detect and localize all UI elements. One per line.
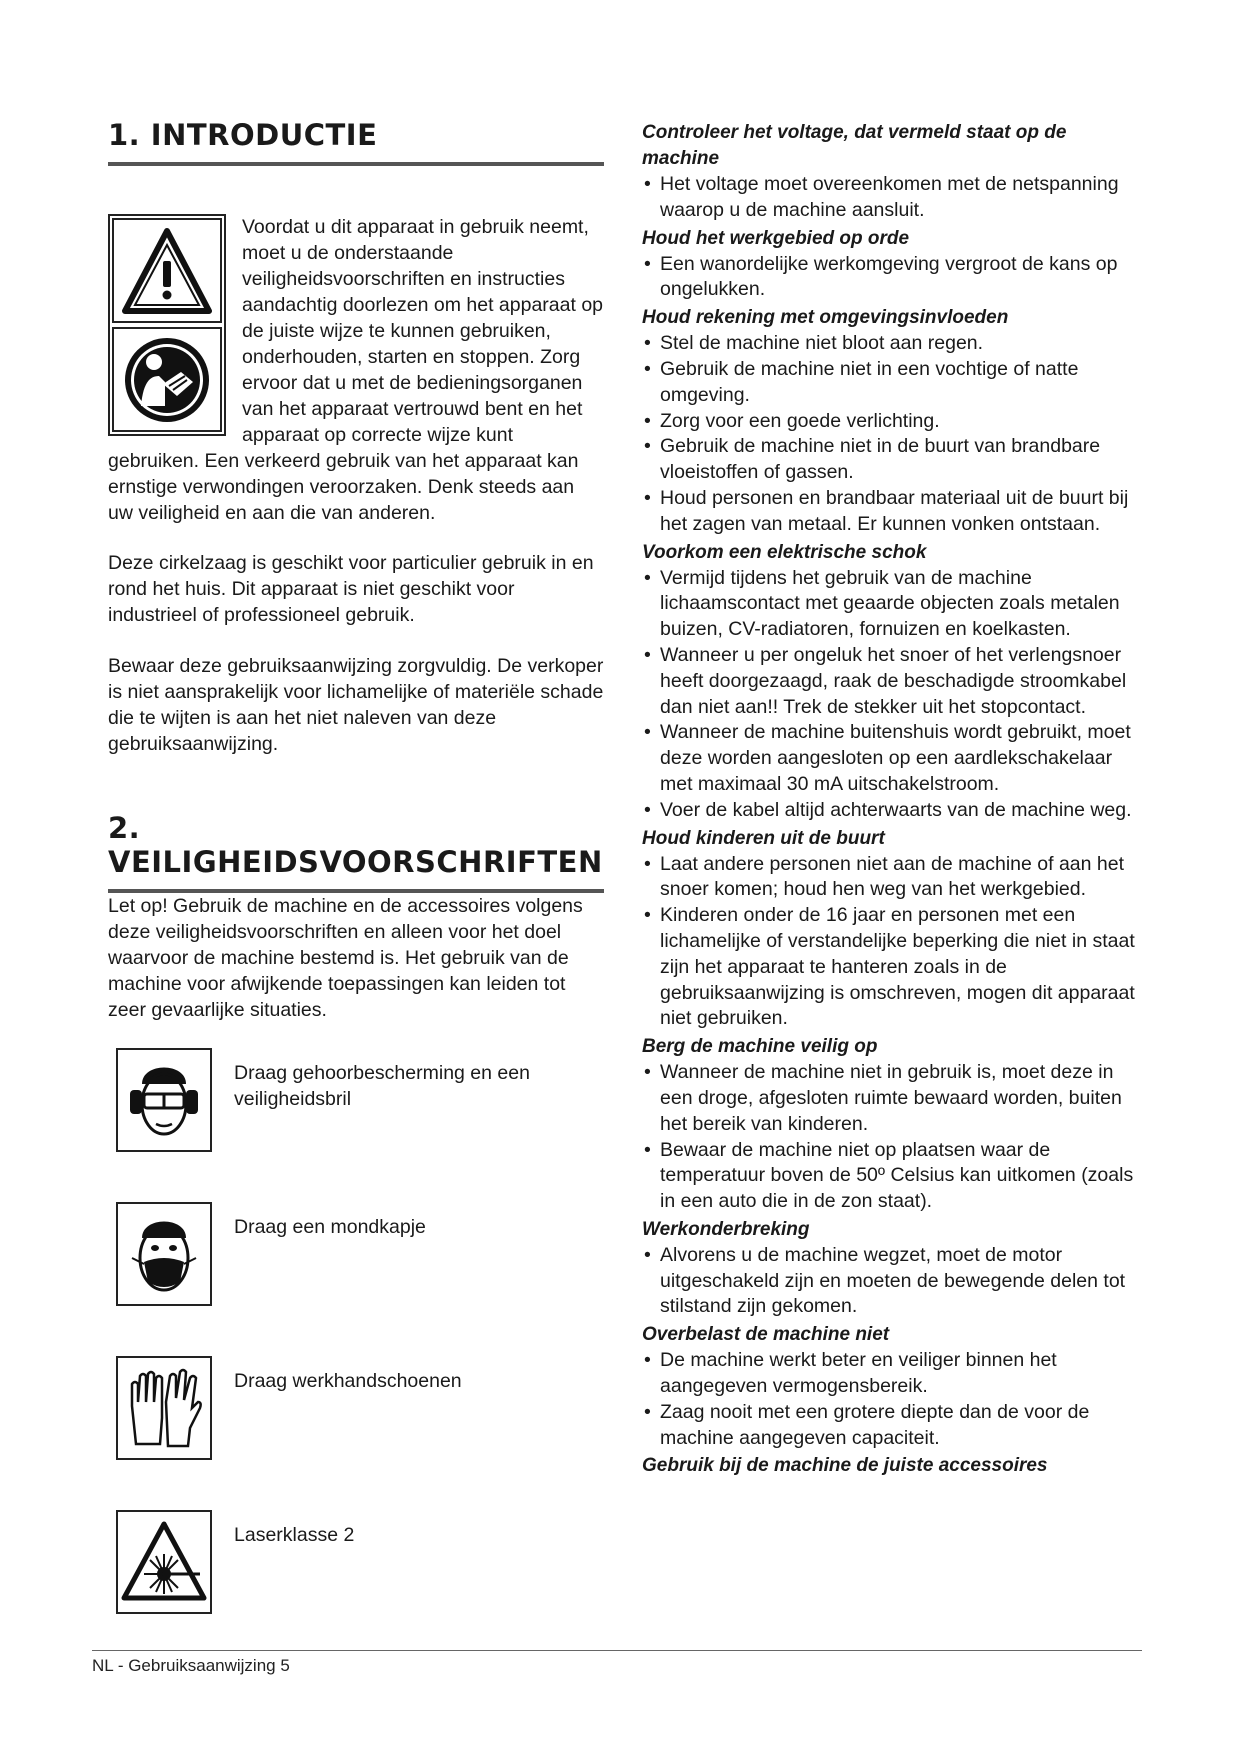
subheading: Overbelast de machine niet bbox=[642, 1324, 890, 1346]
right-column bbox=[642, 120, 1142, 1479]
list-item: • Gebruik de machine niet in een vochtige of natte omgeving. bbox=[642, 357, 1142, 409]
left-column bbox=[108, 118, 604, 1622]
bullet-list bbox=[642, 1243, 1142, 1320]
ear-and-eye-protection-icon bbox=[116, 1048, 212, 1152]
subheading: Houd kinderen uit de buurt bbox=[642, 827, 885, 849]
list-item: • Een wanordelijke werkomgeving vergroot de kans op ongelukken. bbox=[642, 252, 1142, 304]
section-storage bbox=[642, 1034, 1142, 1215]
pictogram-row bbox=[108, 1202, 604, 1314]
section-work-interruption bbox=[642, 1217, 1142, 1320]
warning-triangle-icon bbox=[112, 218, 222, 323]
list-item: • Zaag nooit met een grotere diepte dan de voor de machine aangegeven capaciteit. bbox=[642, 1400, 1142, 1452]
section-electric-shock bbox=[642, 540, 1142, 824]
dust-mask-icon bbox=[116, 1202, 212, 1306]
safety-section bbox=[108, 811, 604, 1622]
safety-heading: 2. VEILIGHEIDSVOORSCHRIFTEN bbox=[108, 811, 604, 893]
footer-divider bbox=[92, 1650, 1142, 1651]
bullet-list bbox=[642, 1060, 1142, 1215]
section-environment bbox=[642, 305, 1142, 537]
pictogram-label: Laserklasse 2 bbox=[234, 1524, 355, 1546]
list-item: • Het voltage moet overeenkomen met de netspanning waarop u de machine aansluit. bbox=[642, 172, 1142, 224]
intro-heading: 1. INTRODUCTIE bbox=[108, 118, 604, 166]
bullet-list bbox=[642, 852, 1142, 1033]
subheading: Controleer het voltage, dat vermeld staat op de machine bbox=[642, 122, 1067, 169]
pictogram-label: Draag werkhandschoenen bbox=[234, 1370, 462, 1392]
bullet-list bbox=[642, 566, 1142, 824]
subheading: Houd rekening met omgevingsinvloeden bbox=[642, 307, 1009, 329]
list-item: • Gebruik de machine niet in de buurt van brandbare vloeistoffen of gassen. bbox=[642, 434, 1142, 486]
bullet-list bbox=[642, 1348, 1142, 1451]
list-item: • Alvorens u de machine wegzet, moet de motor uitgeschakeld zijn en moeten de bewegende delen tot stilstand zijn gekomen. bbox=[642, 1243, 1142, 1320]
subheading: Voorkom een elektrische schok bbox=[642, 541, 927, 563]
intro-text-block bbox=[108, 214, 604, 526]
intro-paragraph-1: Voordat u dit apparaat in gebruik neemt, moet u de onderstaande veiligheidsvoorschriften en instructies aandachtig doorlezen om het apparaat op de juiste wijze te kunnen gebruiken, onderhouden, starten en stoppen. Zorg ervoor dat u met de bedieningsorganen van het apparaat vertrouwd bent en het apparaat op correcte wijze kunt gebruiken. Een verkeerd gebruik van het apparaat kan ernstige verwondingen veroorzaken. Denk steeds aan uw veiligheid en aan die van anderen. bbox=[108, 216, 604, 524]
bullet-list bbox=[642, 252, 1142, 304]
list-item: • Bewaar de machine niet op plaatsen waar de temperatuur boven de 50º Celsius kan uitkomen (zoals in een auto die in de zon staat). bbox=[642, 1138, 1142, 1215]
read-manual-icon bbox=[112, 327, 222, 432]
work-gloves-icon bbox=[116, 1356, 212, 1460]
list-item: • Vermijd tijdens het gebruik van de machine lichaamscontact met geaarde objecten zoals metalen buizen, CV-radiatoren, fornuizen en koelkasten. bbox=[642, 566, 1142, 643]
section-children bbox=[642, 826, 1142, 1033]
pictogram-row bbox=[108, 1048, 604, 1160]
bullet-list bbox=[642, 172, 1142, 224]
section-workarea bbox=[642, 226, 1142, 304]
pictogram-row bbox=[108, 1510, 604, 1622]
list-item: • De machine werkt beter en veiliger binnen het aangegeven vermogensbereik. bbox=[642, 1348, 1142, 1400]
intro-warning-pictograms bbox=[108, 214, 226, 436]
list-item: • Zorg voor een goede verlichting. bbox=[642, 409, 1142, 435]
page-footer: NL - Gebruiksaanwijzing 5 bbox=[92, 1656, 290, 1675]
bullet-list bbox=[642, 331, 1142, 537]
list-item: • Wanneer de machine niet in gebruik is, moet deze in een droge, afgesloten ruimte bewaard worden, buiten het bereik van kinderen. bbox=[642, 1060, 1142, 1137]
list-item: • Wanneer de machine buitenshuis wordt gebruikt, moet deze worden aangesloten op een aardlekschakelaar met maximaal 30 mA uitschakelstroom. bbox=[642, 720, 1142, 797]
laser-warning-icon bbox=[116, 1510, 212, 1614]
list-item: • Wanneer u per ongeluk het snoer of het verlengsnoer heeft doorgezaagd, raak de beschadigde stroomkabel dan niet aan!! Trek de stekker uit het stopcontact. bbox=[642, 643, 1142, 720]
list-item: • Houd personen en brandbaar materiaal uit de buurt bij het zagen van metaal. Er kunnen vonken ontstaan. bbox=[642, 486, 1142, 538]
list-item: • Kinderen onder de 16 jaar en personen met een lichamelijke of verstandelijke beperking die niet in staat zijn het apparaat te hanteren zoals in de gebruiksaanwijzing is omschreven, mogen dit apparaat niet gebruiken. bbox=[642, 903, 1142, 1032]
intro-paragraph-2: Deze cirkelzaag is geschikt voor particulier gebruik in en rond het huis. Dit apparaat is niet geschikt voor industrieel of professioneel gebruik. bbox=[108, 552, 594, 626]
section-overload bbox=[642, 1322, 1142, 1451]
subheading: Berg de machine veilig op bbox=[642, 1036, 878, 1058]
pictogram-row bbox=[108, 1356, 604, 1468]
section-voltage bbox=[642, 120, 1142, 224]
list-item: • Laat andere personen niet aan de machine of aan het snoer komen; houd hen weg van het werkgebied. bbox=[642, 852, 1142, 904]
subheading: Houd het werkgebied op orde bbox=[642, 227, 910, 249]
intro-paragraph-3: Bewaar deze gebruiksaanwijzing zorgvuldig. De verkoper is niet aansprakelijk voor lichamelijke of materiële schade die te wijten is aan het niet naleven van deze gebruiksaanwijzing. bbox=[108, 655, 604, 755]
list-item: • Voer de kabel altijd achterwaarts van de machine weg. bbox=[642, 798, 1142, 824]
safety-paragraph: Let op! Gebruik de machine en de accessoires volgens deze veiligheidsvoorschriften en alleen voor het doel waarvoor de machine bestemd is. Het gebruik van de machine voor afwijkende toepassingen kan leiden tot zeer gevaarlijke situaties. bbox=[108, 895, 583, 1021]
subheading: Werkonderbreking bbox=[642, 1218, 810, 1240]
pictogram-label: Draag gehoorbescherming en een veiligheidsbril bbox=[234, 1062, 530, 1110]
subheading: Gebruik bij de machine de juiste accessoires bbox=[642, 1455, 1048, 1477]
list-item: • Stel de machine niet bloot aan regen. bbox=[642, 331, 1142, 357]
pictogram-label: Draag een mondkapje bbox=[234, 1216, 426, 1238]
section-accessories bbox=[642, 1453, 1142, 1479]
